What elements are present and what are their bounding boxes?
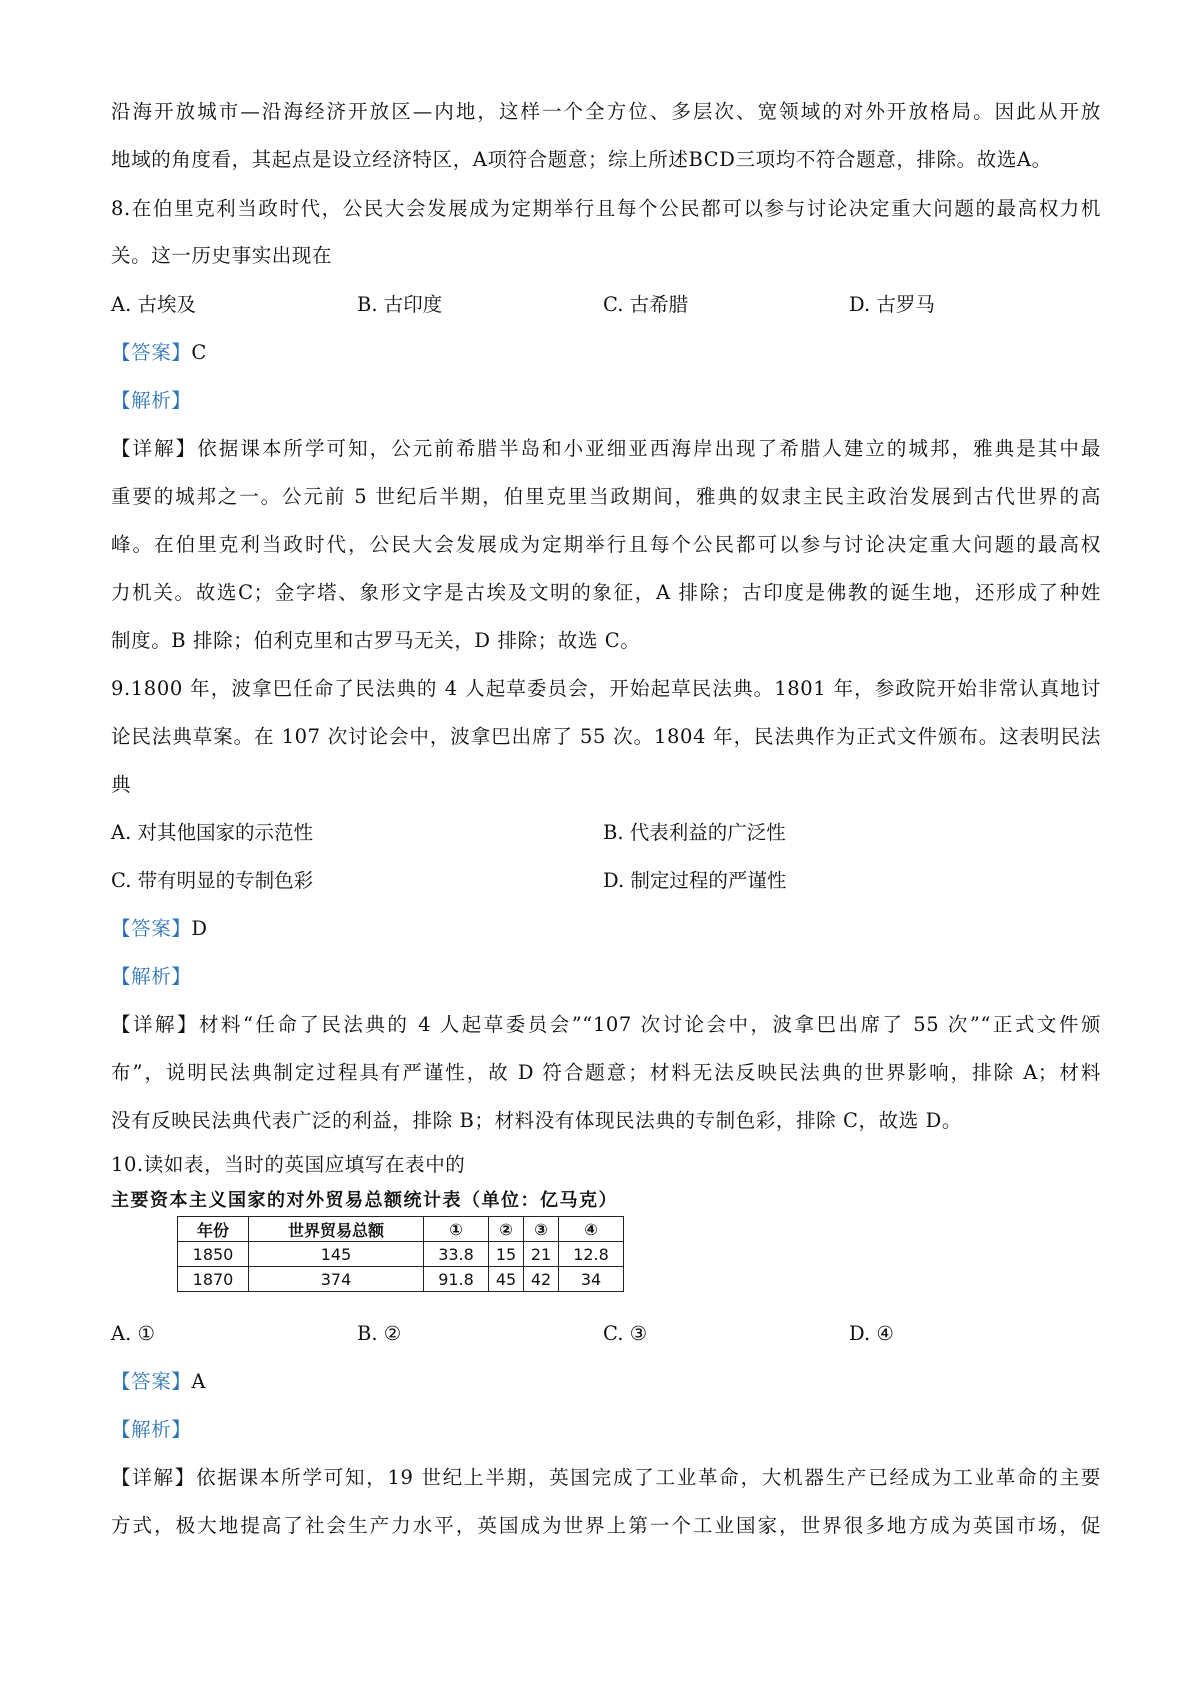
q10-option-b: B. ②	[357, 1322, 402, 1345]
answer-value: D	[191, 917, 208, 940]
question-8-stem: 关。这一历史事实出现在	[111, 244, 333, 267]
table-cell: 15	[489, 1242, 524, 1267]
answer-value: A	[191, 1370, 207, 1393]
detail-text: 依据课本所学可知，公元前希腊半岛和小亚细亚西海岸出现了希腊人建立的城邦，雅典是其中最	[197, 437, 1101, 460]
q10-option-d: D. ④	[849, 1322, 894, 1345]
question-8-stem: 8.在伯里克利当政时代，公民大会发展成为定期举行且每个公民都可以参与讨论决定重大问题的最高权力机	[111, 197, 1101, 220]
q10-answer	[111, 1367, 1101, 1397]
q9-option-c: C. 带有明显的专制色彩	[111, 869, 314, 892]
table-title: 主要资本主义国家的对外贸易总额统计表（单位：亿马克）	[111, 1190, 618, 1211]
header-cell: ②	[489, 1217, 524, 1242]
trade-table	[177, 1216, 624, 1292]
q9-option-b: B. 代表利益的广泛性	[603, 821, 786, 844]
paragraph-line: 地域的角度看，其起点是设立经济特区，A项符合题意；综上所述BCD三项均不符合题意，排除。故选A。	[111, 148, 1052, 171]
q8-detail-line	[111, 434, 1101, 464]
q8-detail-line: 峰。在伯里克利当政时代，公民大会发展成为定期举行且每个公民都可以参与讨论决定重大问题的最高权	[111, 533, 1101, 556]
question-9-stem: 论民法典草案。在 107 次讨论会中，波拿巴出席了 55 次。1804 年，民法典作为正式文件颁布。这表明民法	[111, 725, 1101, 748]
q8-detail-line: 重要的城邦之一。公元前 5 世纪后半期，伯里克里当政期间，雅典的奴隶主民主政治发展到古代世界的高	[111, 485, 1101, 508]
detail-tag: 【详解】	[111, 437, 198, 460]
table-cell: 33.8	[424, 1242, 489, 1267]
detail-text: 依据课本所学可知，19 世纪上半期，英国完成了工业革命，大机器生产已经成为工业革命的主要	[196, 1466, 1101, 1489]
detail-tag: 【详解】	[111, 1466, 197, 1489]
header-cell: ③	[524, 1217, 559, 1242]
table-row	[178, 1242, 624, 1267]
q10-detail-line	[111, 1463, 1101, 1493]
table-cell: 45	[489, 1267, 524, 1292]
detail-tag: 【详解】	[111, 1013, 199, 1036]
question-9-stem: 典	[111, 773, 132, 796]
q8-detail-line: 力机关。故选C；金字塔、象形文字是古埃及文明的象征，A 排除；古印度是佛教的诞生地，还形成了种姓	[111, 581, 1101, 604]
table-cell: 34	[559, 1267, 624, 1292]
q9-detail-line: 没有反映民法典代表广泛的利益，排除 B；材料没有体现民法典的专制色彩，排除 C，故选 D。	[111, 1109, 962, 1132]
table-cell: 1850	[178, 1242, 249, 1267]
question-10-stem: 10.读如表，当时的英国应填写在表中的	[111, 1153, 466, 1176]
table-cell: 12.8	[559, 1242, 624, 1267]
q10-detail-line: 方式，极大地提高了社会生产力水平，英国成为世界上第一个工业国家，世界很多地方成为英国市场，促	[111, 1514, 1101, 1537]
q8-option-b: B. 古印度	[357, 293, 443, 316]
q10-analysis-tag: 【解析】	[111, 1418, 192, 1441]
table-cell: 42	[524, 1267, 559, 1292]
header-cell: 世界贸易总额	[249, 1217, 424, 1242]
q8-detail-line: 制度。B 排除；伯利克里和古罗马无关，D 排除；故选 C。	[111, 629, 641, 652]
q9-answer	[111, 914, 1101, 944]
header-cell: ①	[424, 1217, 489, 1242]
table-cell: 91.8	[424, 1267, 489, 1292]
table-cell: 21	[524, 1242, 559, 1267]
answer-tag: 【答案】	[111, 917, 192, 940]
q8-answer	[111, 338, 1101, 368]
q9-detail-line: 布”，说明民法典制定过程具有严谨性，故 D 符合题意；材料无法反映民法典的世界影响，排除 A；材料	[111, 1061, 1101, 1084]
q9-option-d: D. 制定过程的严谨性	[603, 869, 787, 892]
table-row	[178, 1267, 624, 1292]
table-header-row	[178, 1217, 624, 1242]
header-cell: 年份	[178, 1217, 249, 1242]
table-cell: 1870	[178, 1267, 249, 1292]
q8-option-a: A. 古埃及	[111, 293, 196, 316]
detail-text: 材料“任命了民法典的 4 人起草委员会”“107 次讨论会中，波拿巴出席了 55 次”“正式文件颁	[198, 1013, 1101, 1036]
q8-analysis-tag: 【解析】	[111, 389, 192, 412]
q9-option-a: A. 对其他国家的示范性	[111, 821, 313, 844]
table-cell: 374	[249, 1267, 424, 1292]
header-cell: ④	[559, 1217, 624, 1242]
q8-option-d: D. 古罗马	[849, 293, 935, 316]
answer-value: C	[191, 341, 207, 364]
question-9-stem: 9.1800 年，波拿巴任命了民法典的 4 人起草委员会，开始起草民法典。1801 年，参政院开始非常认真地讨	[111, 677, 1101, 700]
q8-option-c: C. 古希腊	[603, 293, 689, 316]
q9-detail-line	[111, 1010, 1101, 1040]
answer-tag: 【答案】	[111, 341, 192, 364]
paragraph-line: 沿海开放城市—沿海经济开放区—内地，这样一个全方位、多层次、宽领域的对外开放格局。因此从开放	[111, 100, 1101, 123]
table-cell: 145	[249, 1242, 424, 1267]
q10-option-a: A. ①	[111, 1322, 155, 1345]
q10-option-c: C. ③	[603, 1322, 648, 1345]
q9-analysis-tag: 【解析】	[111, 965, 192, 988]
answer-tag: 【答案】	[111, 1370, 192, 1393]
